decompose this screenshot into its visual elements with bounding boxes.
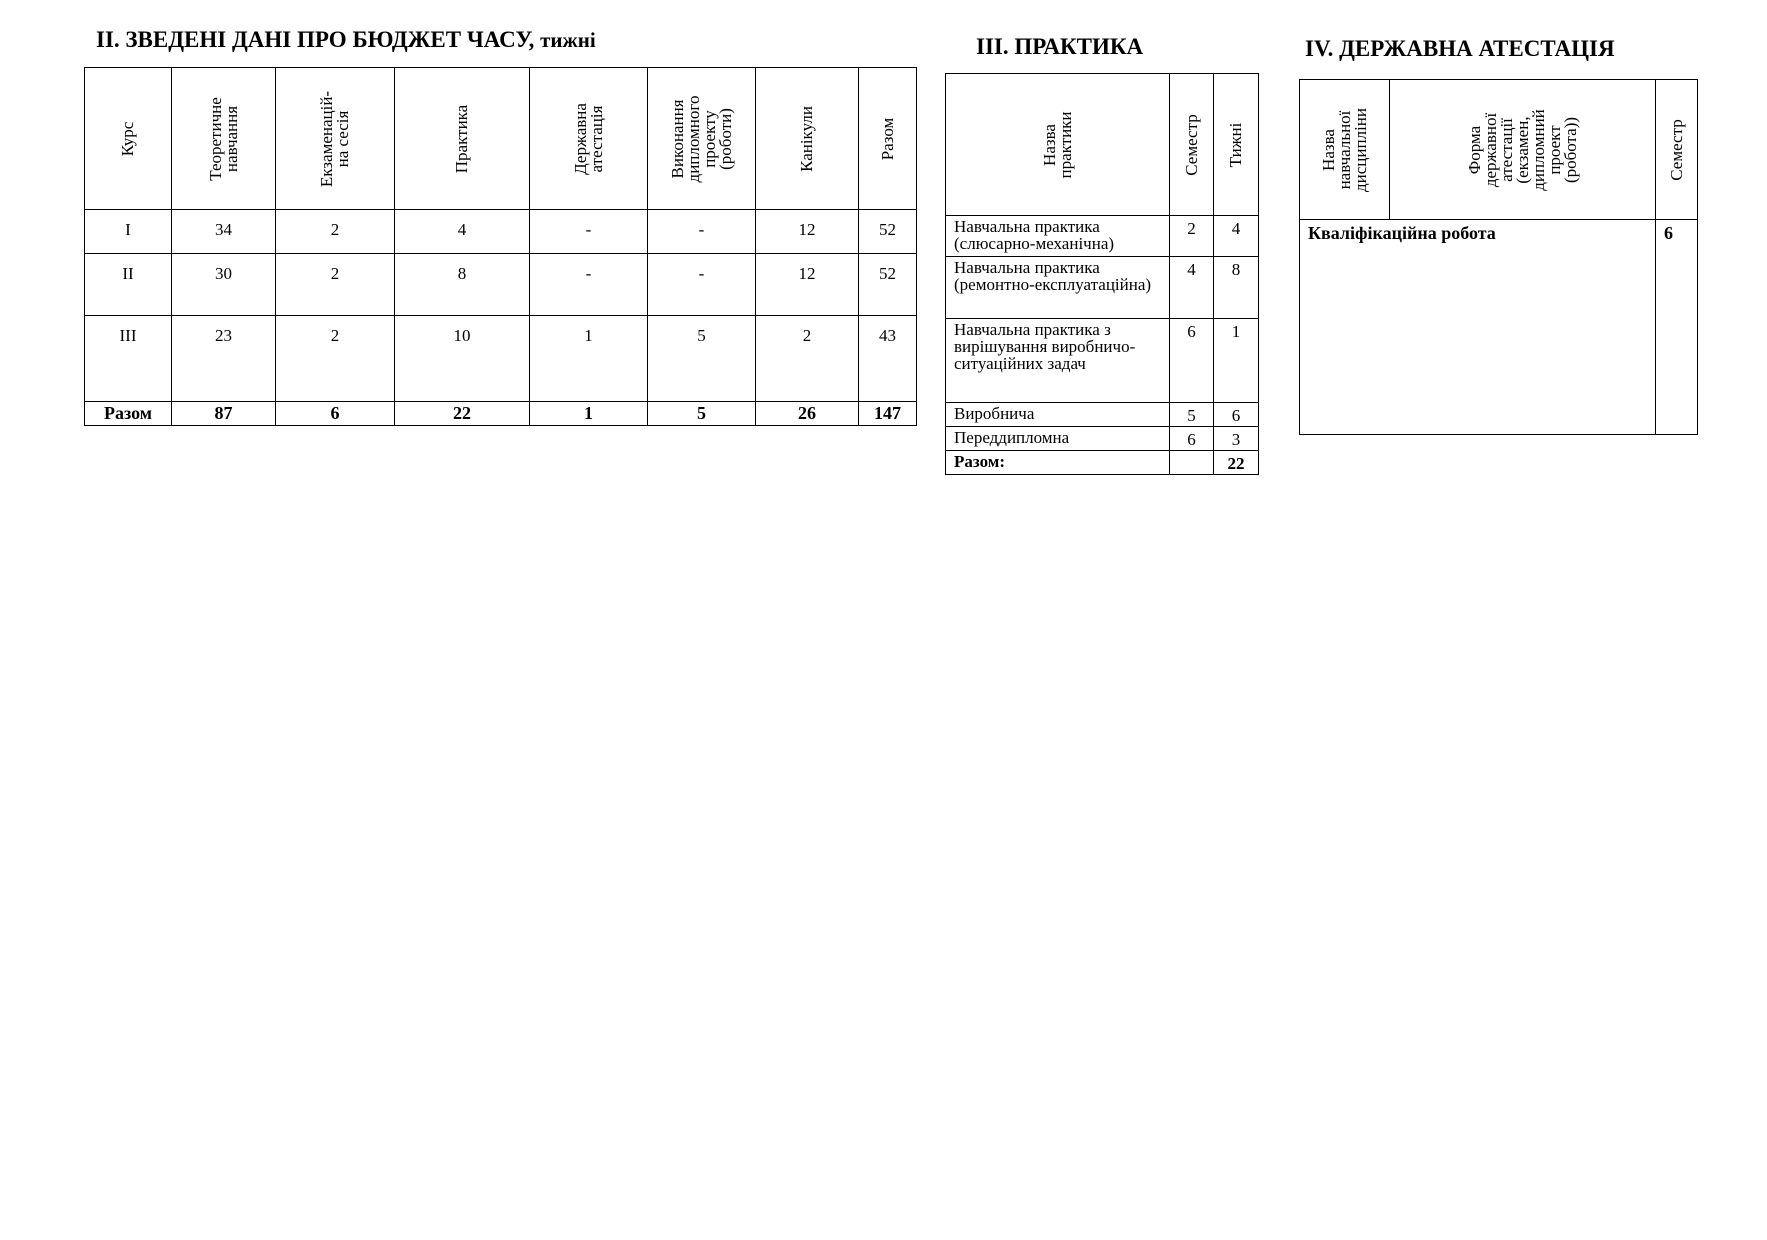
theory-cell: 34 (172, 210, 276, 254)
header-weeks: Тижні (1214, 74, 1259, 216)
grand-total: 147 (859, 402, 917, 426)
weeks-cell: 6 (1214, 403, 1259, 427)
state-cell: - (530, 210, 648, 254)
totals-label: Разом (85, 402, 172, 426)
header-attestation-form: Форма державної атестації (екзамен, дипломний проект (робота)) (1390, 80, 1656, 220)
practice-name-cell: Переддипломна (946, 427, 1170, 451)
totals-row (85, 402, 917, 426)
practice-cell: 10 (395, 316, 530, 402)
header-theory: Теоретичне навчання (172, 68, 276, 210)
state-total: 1 (530, 402, 648, 426)
header-holidays: Канікули (756, 68, 859, 210)
practice-cell: 4 (395, 210, 530, 254)
theory-total: 87 (172, 402, 276, 426)
table-row (946, 427, 1259, 451)
budget-table (84, 67, 917, 426)
exam-cell: 2 (276, 316, 395, 402)
holidays-cell: 12 (756, 210, 859, 254)
budget-section-title: II. ЗВЕДЕНІ ДАНІ ПРО БЮДЖЕТ ЧАСУ, тижні (96, 27, 596, 52)
weeks-cell: 3 (1214, 427, 1259, 451)
table-row (946, 257, 1259, 319)
header-exam: Екзаменацій- на сесія (276, 68, 395, 210)
header-discipline: Назва навчальної дисципліни (1300, 80, 1390, 220)
practice-name-cell: Виробнича (946, 403, 1170, 427)
practice-total-weeks: 22 (1214, 451, 1259, 475)
practice-total: 22 (395, 402, 530, 426)
semester-cell: 5 (1170, 403, 1214, 427)
table-row (85, 210, 917, 254)
state-cell: 1 (530, 316, 648, 402)
table-row (85, 316, 917, 402)
practice-cell: 8 (395, 254, 530, 316)
weeks-cell: 4 (1214, 216, 1259, 257)
practice-section-title: III. ПРАКТИКА (976, 34, 1144, 59)
course-cell: ІІ (85, 254, 172, 316)
diploma-total: 5 (648, 402, 756, 426)
practice-name-cell: Навчальна практика (ремонтно-експлуатаційна) (946, 257, 1170, 319)
table-row (1300, 220, 1698, 435)
header-semester: Семестр (1170, 74, 1214, 216)
attestation-semester-cell: 6 (1656, 220, 1698, 435)
course-cell: І (85, 210, 172, 254)
header-diploma: Виконання дипломного проекту (роботи) (648, 68, 756, 210)
practice-name-cell: Навчальна практика з вирішування виробничо-ситуаційних задач (946, 319, 1170, 403)
budget-header-row (85, 68, 917, 210)
practice-total-label: Разом: (946, 451, 1170, 475)
diploma-cell: - (648, 254, 756, 316)
header-course: Курс (85, 68, 172, 210)
header-total: Разом (859, 68, 917, 210)
semester-cell: 6 (1170, 319, 1214, 403)
header-practice: Практика (395, 68, 530, 210)
table-row (946, 216, 1259, 257)
course-cell: ІІІ (85, 316, 172, 402)
exam-cell: 2 (276, 254, 395, 316)
practice-table (945, 73, 1259, 475)
table-row (946, 319, 1259, 403)
table-row (946, 403, 1259, 427)
theory-cell: 30 (172, 254, 276, 316)
attestation-table (1299, 79, 1698, 435)
semester-cell: 2 (1170, 216, 1214, 257)
semester-cell: 6 (1170, 427, 1214, 451)
practice-total-semester (1170, 451, 1214, 475)
weeks-cell: 8 (1214, 257, 1259, 319)
semester-cell: 4 (1170, 257, 1214, 319)
exam-cell: 2 (276, 210, 395, 254)
practice-total-row (946, 451, 1259, 475)
theory-cell: 23 (172, 316, 276, 402)
discipline-cell: Кваліфікаційна робота (1300, 220, 1656, 435)
practice-name-cell: Навчальна практика (слюсарно-механічна) (946, 216, 1170, 257)
weeks-cell: 1 (1214, 319, 1259, 403)
total-cell: 52 (859, 210, 917, 254)
diploma-cell: - (648, 210, 756, 254)
holidays-cell: 2 (756, 316, 859, 402)
practice-header-row (946, 74, 1259, 216)
table-row (85, 254, 917, 316)
attestation-header-row (1300, 80, 1698, 220)
holidays-cell: 12 (756, 254, 859, 316)
attestation-section-title: IV. ДЕРЖАВНА АТЕСТАЦІЯ (1305, 36, 1615, 61)
exam-total: 6 (276, 402, 395, 426)
state-cell: - (530, 254, 648, 316)
header-practice-name: Назва практики (946, 74, 1170, 216)
header-state: Державна атестація (530, 68, 648, 210)
total-cell: 52 (859, 254, 917, 316)
diploma-cell: 5 (648, 316, 756, 402)
holidays-total: 26 (756, 402, 859, 426)
header-attestation-semester: Семестр (1656, 80, 1698, 220)
total-cell: 43 (859, 316, 917, 402)
